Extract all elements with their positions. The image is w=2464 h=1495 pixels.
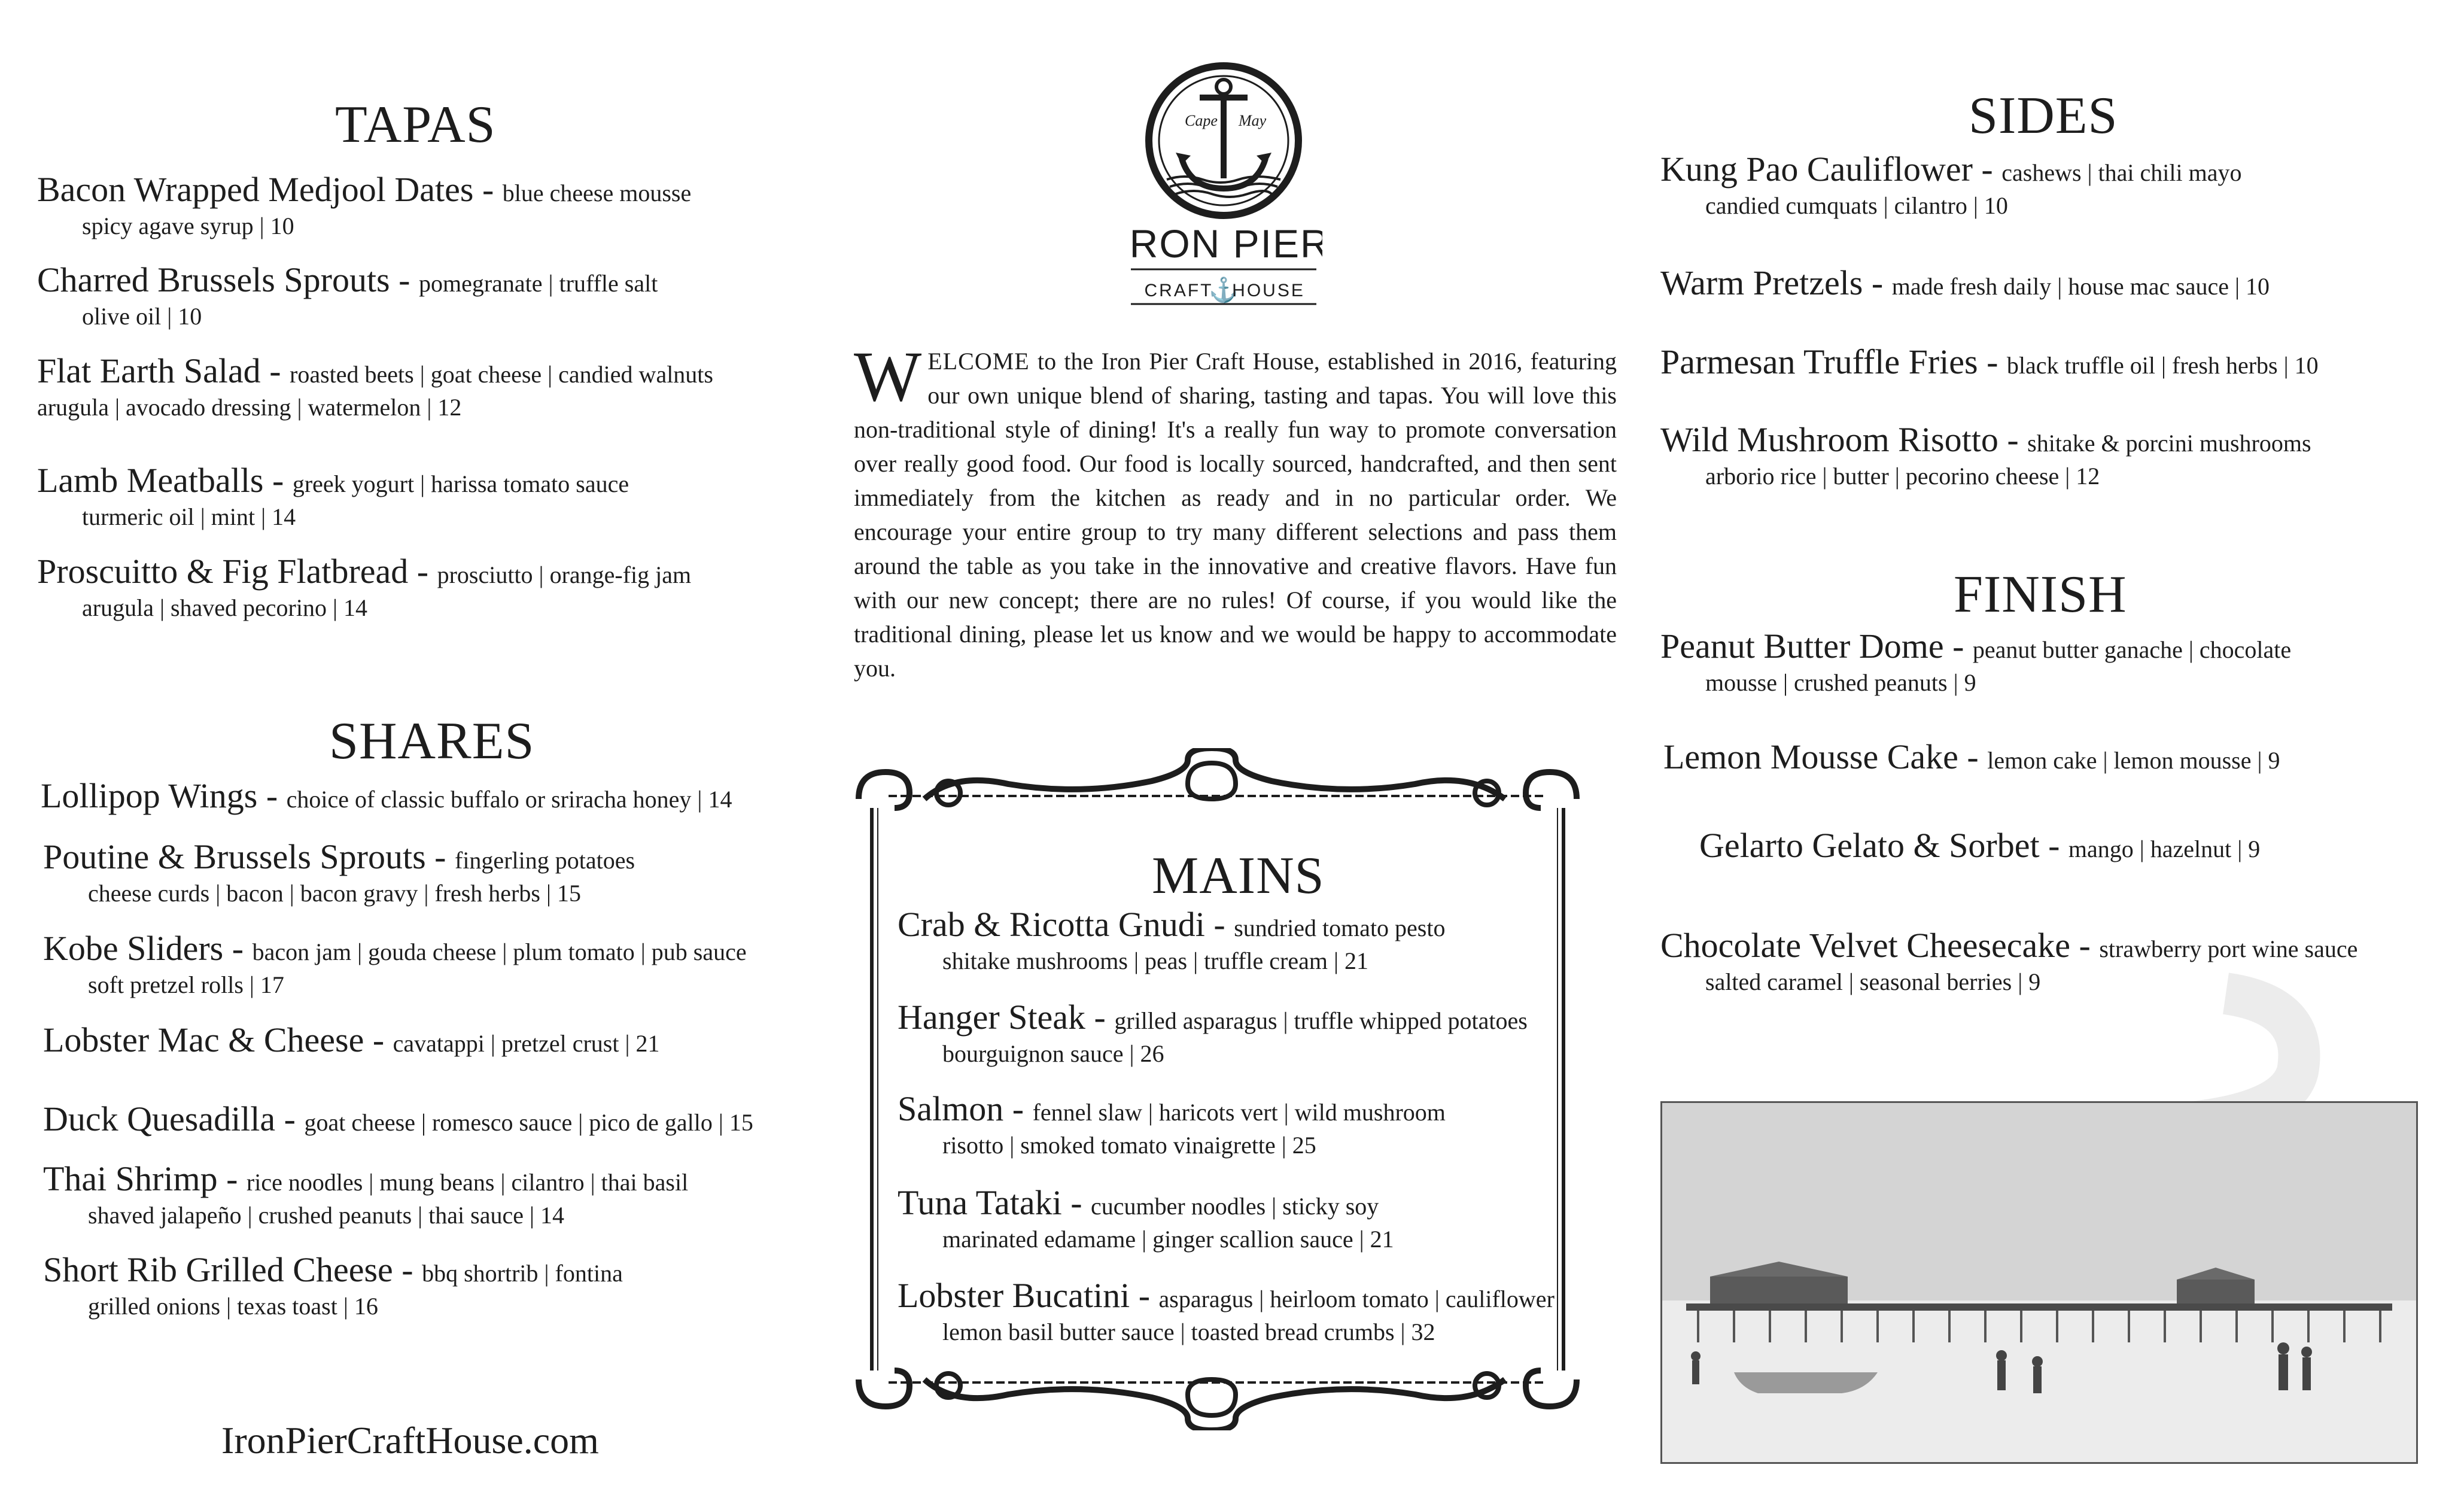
item-line2: risotto | smoked tomato vinaigrette | 25 [942,1131,1316,1159]
pier-photo-icon [1662,1103,2416,1462]
item-desc: blue cheese mousse [502,180,692,206]
item-name: Hanger Steak [898,998,1086,1037]
item-desc: bbq shortrib | fontina [422,1260,623,1287]
menu-item: Kobe Sliders - bacon jam | gouda cheese | plum tomato | pub sauce soft pretzel rolls | 17 [43,929,747,998]
tapas-title: TAPAS [335,96,496,154]
item-desc: strawberry port wine sauce [2099,935,2358,962]
item-desc: roasted beets | goat cheese | candied walnuts [290,361,713,388]
menu-item: Hanger Steak - grilled asparagus | truffle whipped potatoes bourguignon sauce | 26 [898,998,1528,1067]
menu-item: Wild Mushroom Risotto - shitake & porcini mushrooms arborio rice | butter | pecorino cheese | 12 [1660,420,2311,490]
finish-title: FINISH [1954,566,2127,624]
item-desc: shitake & porcini mushrooms [2027,430,2311,457]
logo-craft-text: CRAFT [1144,281,1213,300]
item-line2: shaved jalapeño | crushed peanuts | thai sauce | 14 [88,1201,564,1229]
website-link[interactable]: IronPierCraftHouse.com [221,1419,599,1461]
item-desc: cashews | thai chili mayo [2001,159,2242,186]
item-desc: peanut butter ganache | chocolate [1972,636,2292,663]
item-line2: marinated edamame | ginger scallion sauce | 21 [942,1225,1394,1253]
item-name: Kung Pao Cauliflower [1660,150,1973,189]
menu-item: Lollipop Wings - choice of classic buffalo or sriracha honey | 14 [41,776,732,815]
menu-item: Tuna Tataki - cucumber noodles | sticky soy marinated edamame | ginger scallion sauce | 21 [898,1183,1394,1253]
item-line2: grilled onions | texas toast | 16 [88,1292,378,1320]
item-desc: goat cheese | romesco sauce | pico de gallo | 15 [304,1109,753,1136]
historic-pier-photo [1660,1101,2418,1464]
item-desc: rice noodles | mung beans | cilantro | thai basil [246,1169,689,1196]
item-line2: mousse | crushed peanuts | 9 [1705,669,1976,696]
item-line2: salted caramel | seasonal berries | 9 [1705,968,2041,995]
item-desc: grilled asparagus | truffle whipped potatoes [1114,1007,1528,1034]
menu-item: Thai Shrimp - rice noodles | mung beans | cilantro | thai basil shaved jalapeño | crushed peanuts | thai sauce | 14 [43,1159,689,1229]
logo-may-text: May [1239,112,1267,129]
item-line2: turmeric oil | mint | 14 [82,503,296,530]
item-name: Lobster Mac & Cheese [43,1020,364,1059]
item-desc: made fresh daily | house mac sauce | 10 [1891,273,2270,300]
item-line2: arugula | avocado dressing | watermelon | 12 [37,393,462,421]
menu-item: Duck Quesadilla - goat cheese | romesco sauce | pico de gallo | 15 [43,1099,753,1138]
item-name: Short Rib Grilled Cheese [43,1250,393,1289]
item-desc: black truffle oil | fresh herbs | 10 [2006,352,2319,379]
item-name: Lamb Meatballs [37,461,264,500]
item-name: Flat Earth Salad [37,351,261,390]
item-name: Peanut Butter Dome [1660,627,1944,666]
menu-item: Lemon Mousse Cake - lemon cake | lemon mousse | 9 [1663,737,2280,776]
item-name: Charred Brussels Sprouts [37,260,390,299]
menu-item: Charred Brussels Sprouts - pomegranate | truffle salt olive oil | 10 [37,260,658,330]
item-desc: sundried tomato pesto [1234,914,1446,941]
item-line2: spicy agave syrup | 10 [82,212,294,239]
item-desc: asparagus | heirloom tomato | cauliflower [1158,1286,1555,1312]
item-line2: soft pretzel rolls | 17 [88,971,284,998]
item-name: Chocolate Velvet Cheesecake [1660,926,2070,965]
item-desc: bacon jam | gouda cheese | plum tomato | pub sauce [252,938,747,965]
menu-item: Flat Earth Salad - roasted beets | goat cheese | candied walnuts arugula | avocado dressing | watermelon | 12 [37,351,713,421]
sides-title: SIDES [1969,87,2118,145]
menu-item: Warm Pretzels - made fresh daily | house mac sauce | 10 [1660,263,2270,302]
menu-item: Salmon - fennel slaw | haricots vert | wild mushroom risotto | smoked tomato vinaigrette | 25 [898,1089,1446,1159]
item-desc: greek yogurt | harissa tomato sauce [292,470,629,497]
item-desc: choice of classic buffalo or sriracha honey | 14 [286,786,732,813]
item-name: Poutine & Brussels Sprouts [43,837,426,876]
item-desc: prosciutto | orange-fig jam [437,561,692,588]
item-name: Parmesan Truffle Fries [1660,342,1978,381]
iron-pier-logo [1125,60,1322,311]
menu-item: Parmesan Truffle Fries - black truffle oil | fresh herbs | 10 [1660,342,2319,381]
item-name: Bacon Wrapped Medjool Dates [37,170,474,209]
menu-item: Proscuitto & Fig Flatbread - prosciutto | orange-fig jam arugula | shaved pecorino | 14 [37,552,692,621]
item-name: Wild Mushroom Risotto [1660,420,1998,459]
item-name: Salmon [898,1089,1004,1128]
item-name: Duck Quesadilla [43,1099,276,1138]
menu-item: Lamb Meatballs - greek yogurt | harissa tomato sauce turmeric oil | mint | 14 [37,461,629,530]
anchor-logo-icon [1125,60,1322,311]
item-name: Gelarto Gelato & Sorbet [1699,826,2040,865]
mains-title: MAINS [1152,847,1325,905]
item-name: Kobe Sliders [43,929,224,968]
item-desc: pomegranate | truffle salt [418,270,658,297]
item-name: Proscuitto & Fig Flatbread [37,552,409,591]
menu-item: Peanut Butter Dome - peanut butter ganache | chocolate mousse | crushed peanuts | 9 [1660,627,2292,696]
item-name: Lemon Mousse Cake [1663,737,1958,776]
item-name: Lobster Bucatini [898,1276,1130,1315]
item-desc: mango | hazelnut | 9 [2068,835,2261,862]
item-line2: arborio rice | butter | pecorino cheese | 12 [1705,462,2100,490]
item-desc: lemon cake | lemon mousse | 9 [1987,747,2280,774]
menu-item: Gelarto Gelato & Sorbet - mango | hazelnut | 9 [1699,826,2261,865]
menu-item: Poutine & Brussels Sprouts - fingerling potatoes cheese curds | bacon | bacon gravy | fresh herbs | 15 [43,837,635,907]
item-name: Warm Pretzels [1660,263,1863,302]
item-desc: cucumber noodles | sticky soy [1091,1193,1379,1220]
menu-item: Crab & Ricotta Gnudi - sundried tomato pesto shitake mushrooms | peas | truffle cream | 21 [898,905,1446,974]
item-name: Lollipop Wings [41,776,258,815]
item-line2: bourguignon sauce | 26 [942,1040,1164,1067]
welcome-text: to the Iron Pier Craft House, established in 2016, featuring our own unique blend of sharing, tasting and tapas. You will love this non-traditional style of dining! It's a really fun way to promote conversation over really good food. Our food is locally sourced, handcrafted, and then sent immediately from the kitchen as ready and in no particular order. We encourage your entire group to try many different selections and pass them around the table as you take in the innovative and creative flavors. Have fun with our new concept; there are no rules! Of course, if you would like the traditional dining, please let us know and we would be happy to accommodate you. [854,348,1617,682]
menu-item: Bacon Wrapped Medjool Dates - blue cheese mousse spicy agave syrup | 10 [37,170,692,239]
welcome-lead: ELCOME [927,348,1030,375]
item-line2: lemon basil butter sauce | toasted bread crumbs | 32 [942,1318,1435,1345]
menu-item: Lobster Bucatini - asparagus | heirloom tomato | cauliflower lemon basil butter sauce | toasted bread crumbs | 32 [898,1276,1555,1345]
logo-house-text: HOUSE [1232,281,1305,300]
item-line2: shitake mushrooms | peas | truffle cream | 21 [942,947,1368,974]
svg-text:⚓: ⚓ [1209,277,1239,303]
item-name: Thai Shrimp [43,1159,218,1198]
item-name: Crab & Ricotta Gnudi [898,905,1205,944]
logo-cape-text: Cape [1185,112,1218,129]
menu-item: Kung Pao Cauliflower - cashews | thai chili mayo candied cumquats | cilantro | 10 [1660,150,2242,219]
logo-name-text: IRON PIER [1125,221,1322,266]
menu-item: Short Rib Grilled Cheese - bbq shortrib | fontina grilled onions | texas toast | 16 [43,1250,623,1320]
welcome-paragraph [854,336,1617,685]
item-desc: cavatappi | pretzel crust | 21 [393,1030,660,1057]
menu-item: Chocolate Velvet Cheesecake - strawberry port wine sauce salted caramel | seasonal berries | 9 [1660,926,2358,995]
item-line2: candied cumquats | cilantro | 10 [1705,192,2008,219]
item-line2: cheese curds | bacon | bacon gravy | fresh herbs | 15 [88,879,581,907]
item-line2: arugula | shaved pecorino | 14 [82,594,367,621]
item-name: Tuna Tataki [898,1183,1062,1222]
item-line2: olive oil | 10 [82,302,202,330]
item-desc: fennel slaw | haricots vert | wild mushroom [1032,1099,1446,1126]
item-desc: fingerling potatoes [455,847,635,874]
menu-item: Lobster Mac & Cheese - cavatappi | pretzel crust | 21 [43,1020,660,1059]
shares-title: SHARES [329,712,535,770]
welcome-dropcap: W [854,336,922,416]
